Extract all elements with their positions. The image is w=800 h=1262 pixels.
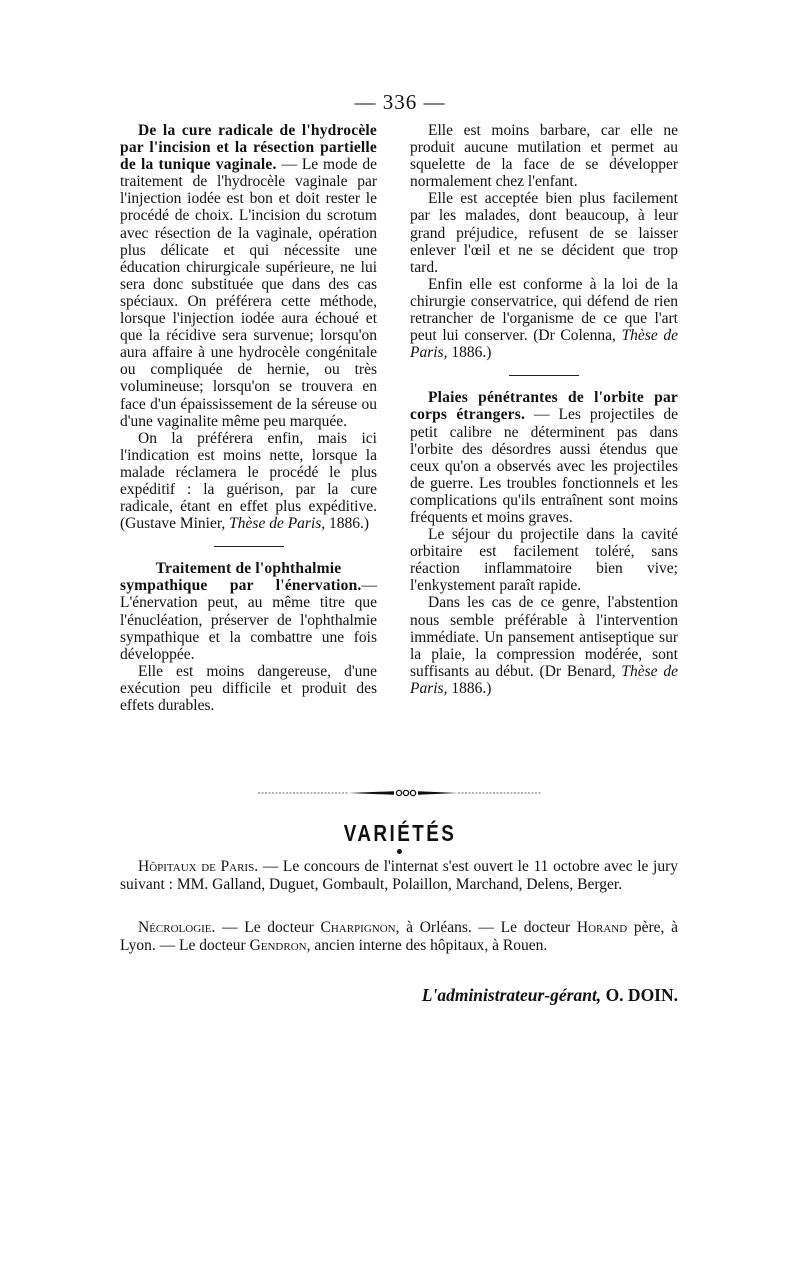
article-paragraph: Elle est moins barbare, car elle ne produit aucune mutilation et permet au squelette de la face de se développer normalement chez l'enfant. <box>410 122 678 191</box>
citation-title: Thèse de Paris, <box>410 327 678 362</box>
citation-year: 1886.) <box>447 344 492 362</box>
paragraph-text: On la préférera enfin, mais ici l'indication est moins nette, lorsque la malade réclamera le procédé le plus expéditif : la guérison, par la cure radicale, étant en effet plus expéditive. (Gustave Minier, <box>120 429 377 533</box>
article-body-ophthalmie: —L'énervation peut, au même titre que l'énucléation, préserver de l'ophthalmie sympathique et la combattre une fois développée. <box>120 577 377 663</box>
news-label-hopitaux: Hôpitaux de Paris. <box>138 858 259 875</box>
news-hopitaux <box>120 858 678 893</box>
article-body-orbite: — Les projectiles de petit calibre ne déterminent pas dans l'orbite des désordres aussi étendus que ceux qu'on a observés avec les projectiles de guerre. Les troubles fonctionnels et les complications qu'ils entraînent sont moins fréquents et moins graves. <box>410 406 678 526</box>
article-ophthalmie <box>120 560 377 663</box>
article-separator <box>214 546 284 547</box>
signature-name: O. DOIN. <box>601 985 678 1005</box>
news-text: , ancien interne des hôpitaux, à Rouen. <box>306 936 548 954</box>
right-column <box>410 122 678 697</box>
article-heading-ophthalmie-line1: Traitement de l'ophthalmie <box>155 560 342 578</box>
news-necrologie <box>120 919 678 954</box>
news-text: — Le docteur <box>215 919 321 936</box>
news-text: , à Orléans. — Le docteur <box>395 919 577 936</box>
article-paragraph: Elle est moins dangereuse, d'une exécution peu difficile et produit des effets durables. <box>120 662 377 714</box>
signature-role: L'administrateur-gérant, <box>421 985 602 1005</box>
person-name: Gendron <box>249 936 307 954</box>
paragraph-text: Enfin elle est conforme à la loi de la chirurgie conservatrice, qui défend de rien retrancher de l'organisme de ce que l'art peut lui conserver. (Dr Colenna, <box>410 275 678 345</box>
news-text: père, à Lyon. — Le docteur <box>120 919 678 954</box>
article-paragraph <box>410 276 678 361</box>
article-paragraph: Le séjour du projectile dans la cavité orbitaire est facilement toléré, sans réaction inflammatoire bien vive; l'enkystement paraît rapide. <box>410 526 678 595</box>
news-text-hopitaux: — Le concours de l'internat s'est ouvert le 11 octobre avec le jury suivant : MM. Galland, Duguet, Gombault, Polaillon, Marchand, Delens, Berger. <box>120 858 678 893</box>
article-paragraph <box>120 430 377 533</box>
news-paragraph <box>120 858 678 893</box>
ornament-dot <box>397 849 402 854</box>
article-heading-orbite: Plaies pénétrantes de l'orbite par corps étrangers. <box>410 389 678 424</box>
article-paragraph <box>410 594 678 697</box>
article-heading-hydrocele: De la cure radicale de l'hydrocèle par l'incision et la résection partielle de la tunique vaginale. <box>120 122 377 174</box>
article-orbite <box>410 389 678 526</box>
signature <box>120 985 678 1006</box>
article-heading-ophthalmie-rest: sympathique par l'énervation. <box>120 577 362 595</box>
article-body-hydrocele: — Le mode de traitement de l'hydrocèle vaginale par l'injection iodée est bon et doit rester le procédé de choix. L'incision du scrotum avec résection de la vaginale, opération plus délicate et qui nécessite une éducation chirurgicale supérieure, ne lui sera donc substituée que dans des cas spéciaux. On préférera cette méthode, lorsque l'injection iodée aura échoué et que la récidive sera survenue; lorsqu'on aura affaire à une hydrocèle congénitale ou compliquée de hernie, ou très volumineuse; lorsqu'on se trouvera en face d'un épaississement de la séreuse ou d'une vaginalite même peu marquée. <box>120 156 377 430</box>
page-number: — 336 — <box>354 90 446 114</box>
article-paragraph: Elle est acceptée bien plus facilement par les malades, dont beaucoup, à leur grand préjudice, refusent de se laisser enlever l'œil et ne se décident que trop tard. <box>410 190 678 276</box>
citation-year: 1886.) <box>325 515 370 533</box>
article-hydrocele <box>120 122 377 430</box>
news-label-necrologie: Nécrologie. <box>138 919 216 936</box>
article-separator <box>509 375 579 376</box>
section-title-varietes: VARIÉTÉS <box>343 820 457 846</box>
paragraph-text: Dans les cas de ce genre, l'abstention nous semble préférable à l'intervention immédiate. Un pansement antiseptique sur la plaie, la compression modérée, sont suffisants au début. (Dr Benard, <box>410 594 678 680</box>
news-paragraph <box>120 919 678 954</box>
person-name: Horand <box>576 919 628 936</box>
ornamental-divider <box>258 789 542 797</box>
left-column <box>120 122 377 714</box>
citation-title: Thèse de Paris, <box>229 515 326 533</box>
person-name: Charpignon <box>320 919 396 936</box>
citation-year: 1886.) <box>447 679 492 697</box>
citation-title: Thèse de Paris, <box>410 662 678 697</box>
